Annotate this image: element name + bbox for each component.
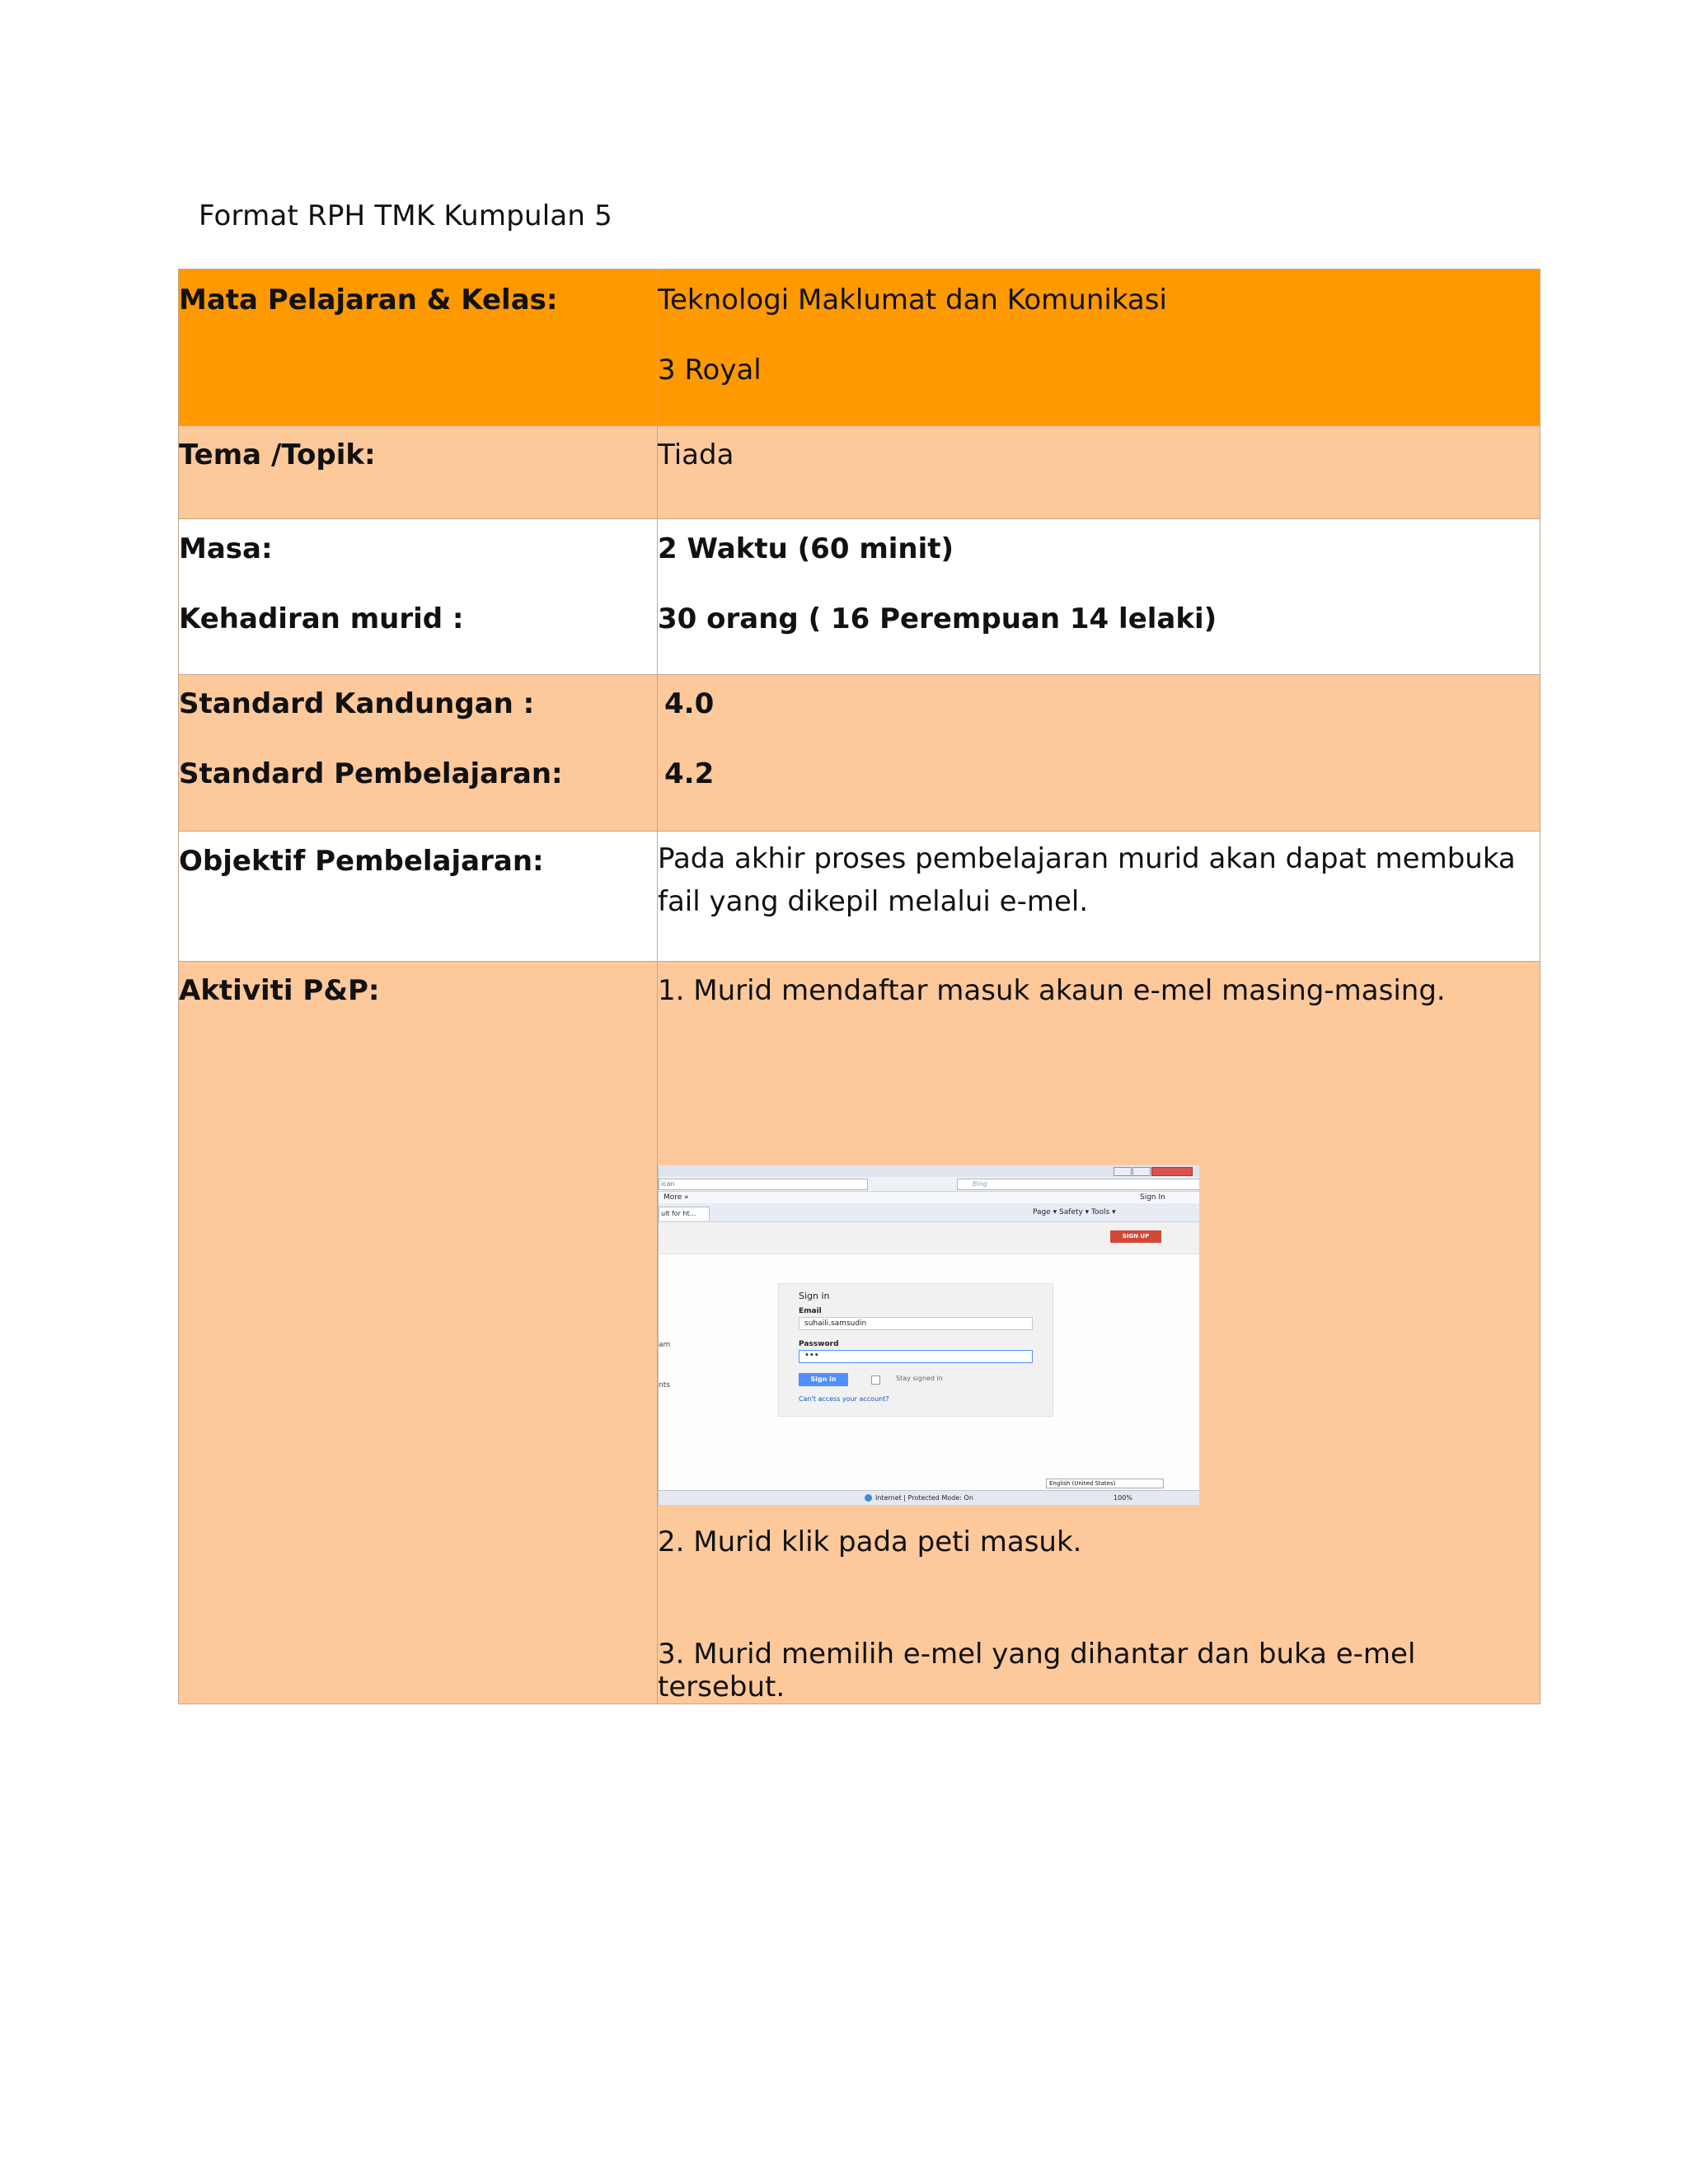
password-field: •••: [799, 1350, 1033, 1363]
value-cell: [658, 426, 1540, 519]
label-cell: [179, 269, 658, 426]
time-value: 2 Waktu (60 minit): [658, 532, 954, 565]
label-cell: [179, 519, 658, 675]
row-activities: [179, 962, 1540, 1704]
label-cell: [179, 675, 658, 832]
value-cell: [658, 675, 1540, 832]
top-signin-link: Sign In: [1140, 1193, 1165, 1202]
favorites-bar: [659, 1192, 1199, 1203]
language-select: English (United States): [1046, 1479, 1164, 1488]
activity-step-1: 1. Murid mendaftar masuk akaun e-mel masing-masing.: [658, 974, 1446, 1007]
password-label: Password: [799, 1340, 839, 1348]
signup-button: SIGN UP: [1110, 1230, 1161, 1243]
maximize-icon: [1132, 1167, 1151, 1176]
time-label: Masa:: [179, 532, 273, 565]
address-field: ican: [659, 1179, 868, 1190]
value-cell: [658, 962, 1540, 1704]
attendance-value: 30 orang ( 16 Perempuan 14 lelaki): [658, 602, 1217, 635]
zoom-level: 100%: [1114, 1494, 1132, 1502]
label-cell: [179, 962, 658, 1704]
content-standard-label: Standard Kandungan :: [179, 687, 535, 720]
side-text: nts: [659, 1381, 670, 1390]
security-zone: [865, 1491, 973, 1505]
activity-label: Aktiviti P&P:: [179, 974, 380, 1007]
zone-text: Internet | Protected Mode: On: [875, 1494, 973, 1502]
stay-signed-label: Stay signed in: [896, 1375, 943, 1382]
cant-access-link: Can't access your account?: [799, 1395, 889, 1403]
subject-value: Teknologi Maklumat dan Komunikasi: [658, 284, 1167, 316]
email-label: Email: [799, 1307, 822, 1315]
more-link: More »: [663, 1193, 689, 1202]
side-text: am: [659, 1341, 671, 1349]
stay-signed-checkbox: [871, 1376, 880, 1385]
label-cell: [179, 426, 658, 519]
objective-value: Pada akhir proses pembelajaran murid akan dapat membuka fail yang dikepil melalui e-mel.: [658, 842, 1516, 918]
activity-step-2: 2. Murid klik pada peti masuk.: [658, 1526, 1082, 1558]
globe-icon: [865, 1494, 872, 1502]
value-cell: [658, 519, 1540, 675]
learning-standard-value: 4.2: [664, 757, 715, 790]
class-value: 3 Royal: [658, 354, 762, 387]
email-field: suhaili.samsudin: [799, 1317, 1033, 1330]
window-titlebar: [659, 1165, 1199, 1177]
close-icon: [1151, 1167, 1193, 1176]
tab-bar: [659, 1203, 1199, 1222]
command-bar: Page ▾ Safety ▾ Tools ▾: [1033, 1208, 1116, 1216]
minimize-icon: [1114, 1167, 1132, 1176]
objective-label: Objektif Pembelajaran:: [179, 845, 544, 878]
signin-panel: [778, 1283, 1053, 1417]
address-bar-row: [659, 1177, 1199, 1192]
learning-standard-label: Standard Pembelajaran:: [179, 757, 563, 790]
activity-step-3: 3. Murid memilih e-mel yang dihantar dan buka e-mel tersebut.: [658, 1638, 1416, 1704]
lesson-plan-table: [178, 269, 1540, 1704]
subject-label: Mata Pelajaran & Kelas:: [179, 284, 558, 316]
status-bar: [659, 1490, 1199, 1505]
document-title: Format RPH TMK Kumpulan 5: [199, 199, 613, 232]
attendance-label: Kehadiran murid :: [179, 602, 464, 635]
content-standard-value: 4.0: [664, 687, 715, 720]
row-time-attendance: [179, 519, 1540, 675]
row-objective: [179, 832, 1540, 962]
signin-button: Sign in: [799, 1373, 848, 1386]
signin-title: Sign in: [799, 1291, 830, 1301]
browser-tab: ult for ht...: [659, 1207, 710, 1221]
site-header: [659, 1222, 1199, 1254]
row-theme: [179, 426, 1540, 519]
search-field: Bing: [957, 1179, 1199, 1190]
theme-label: Tema /Topik:: [179, 438, 376, 471]
label-cell: [179, 832, 658, 962]
email-signin-screenshot: [658, 1165, 1199, 1505]
value-cell: [658, 832, 1540, 962]
theme-value: Tiada: [658, 438, 734, 471]
value-cell: [658, 269, 1540, 426]
row-subject-class: [179, 269, 1540, 426]
row-standards: [179, 675, 1540, 832]
